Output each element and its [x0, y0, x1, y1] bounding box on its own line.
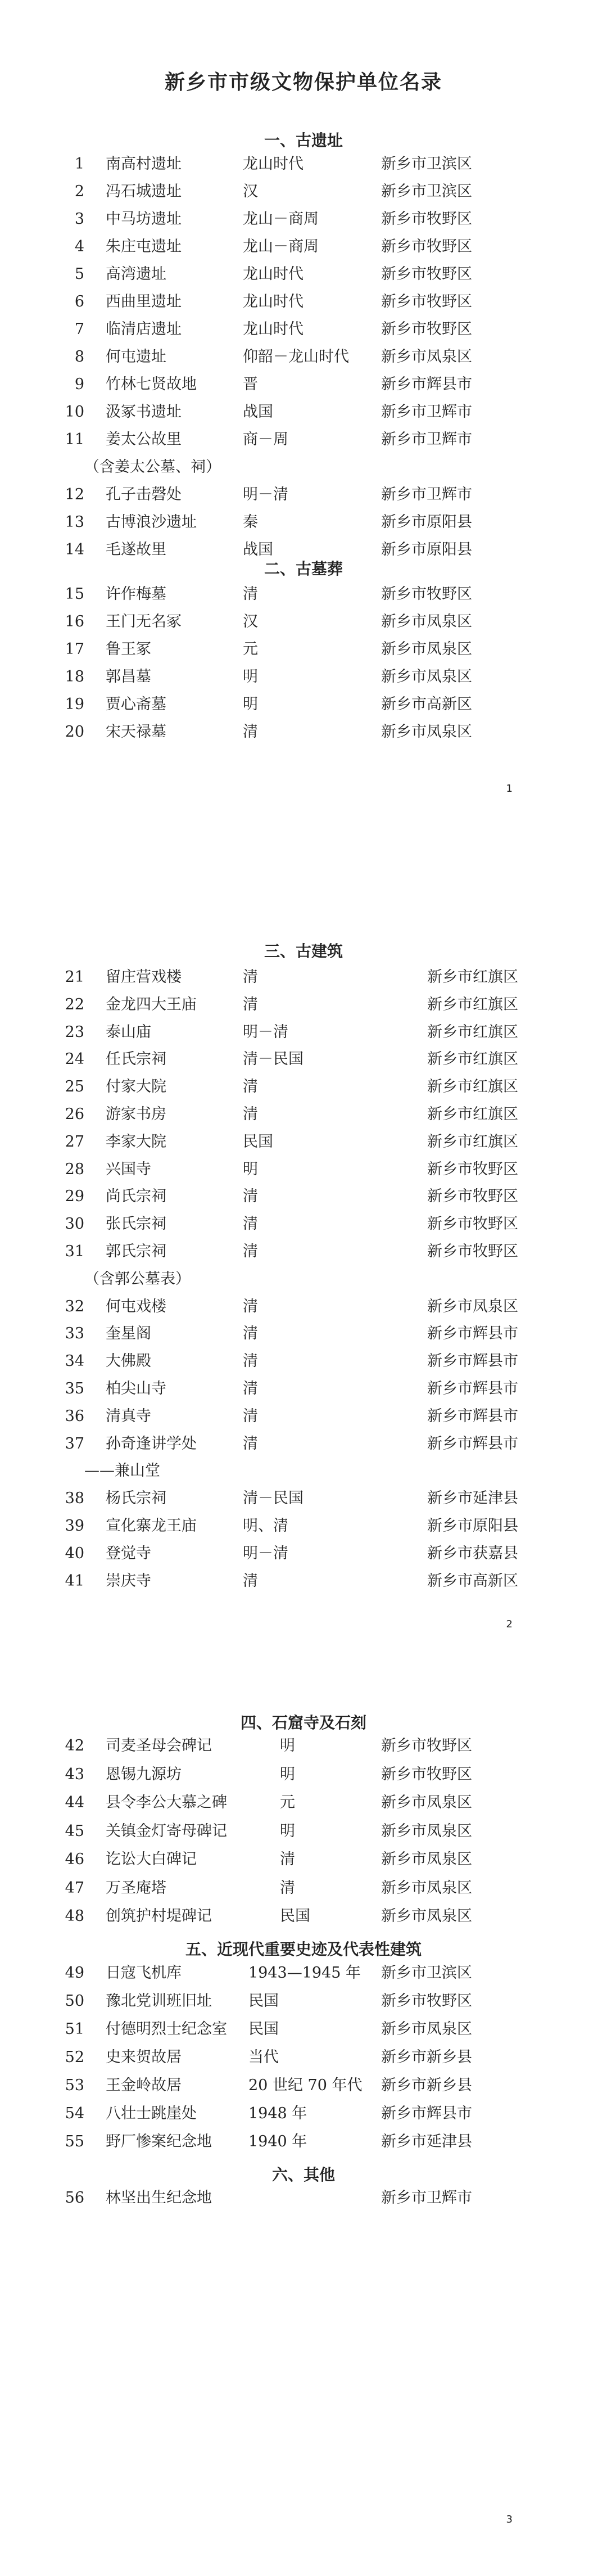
item-number: 52 — [65, 2049, 84, 2066]
site-era: 龙山－商周 — [243, 238, 319, 255]
site-name: 高湾遗址 — [106, 265, 166, 283]
item-number: 10 — [65, 403, 84, 421]
table-row — [0, 1487, 607, 1510]
site-location: 新乡市凤泉区 — [381, 1879, 472, 1897]
table-row — [0, 1076, 607, 1098]
site-name: 中马坊遗址 — [106, 210, 182, 228]
table-row — [0, 1158, 607, 1181]
site-era: 晋 — [243, 376, 258, 393]
page-number: 2 — [506, 1618, 513, 1630]
site-era: 清 — [243, 1078, 258, 1096]
site-location: 新乡市卫辉市 — [381, 431, 472, 448]
table-row — [0, 1296, 607, 1318]
item-number: 25 — [65, 1078, 84, 1096]
site-era: 龙山时代 — [243, 265, 304, 283]
site-location: 新乡市原阳县 — [381, 513, 472, 531]
table-row — [0, 2046, 607, 2069]
table-row — [0, 484, 607, 506]
site-location: 新乡市原阳县 — [427, 1517, 518, 1535]
table-row — [0, 1570, 607, 1592]
item-number: 22 — [65, 995, 84, 1013]
site-location: 新乡市牧野区 — [381, 293, 472, 310]
section-heading: 一、古遗址 — [264, 131, 343, 150]
site-location: 新乡市牧野区 — [427, 1160, 518, 1178]
table-row — [0, 583, 607, 606]
site-location: 新乡市凤泉区 — [381, 1794, 472, 1811]
site-name: 王金岭故居 — [106, 2077, 182, 2094]
table-row — [0, 1268, 607, 1291]
site-era: 清 — [243, 995, 258, 1013]
item-number: 19 — [65, 696, 84, 713]
site-location: 新乡市牧野区 — [381, 321, 472, 338]
site-name: 野厂惨案纪念地 — [106, 2133, 212, 2150]
item-number: 31 — [65, 1243, 84, 1260]
site-location: 新乡市凤泉区 — [381, 1822, 472, 1840]
site-era: 清 — [280, 1851, 295, 1868]
table-row — [0, 1460, 607, 1482]
site-name: 何屯戏楼 — [106, 1297, 166, 1315]
item-number: 50 — [65, 1992, 84, 2010]
site-location: 新乡市牧野区 — [427, 1215, 518, 1233]
site-location: 新乡市红旗区 — [427, 1133, 518, 1151]
section-heading: 二、古墓葬 — [264, 560, 343, 578]
site-name: 金龙四大王庙 — [106, 995, 197, 1013]
site-era: 清－民国 — [243, 1490, 304, 1508]
item-number: 17 — [65, 640, 84, 658]
item-number: 23 — [65, 1023, 84, 1041]
site-era: 民国 — [280, 1907, 310, 1925]
item-number: 48 — [65, 1907, 84, 1925]
site-location: 新乡市凤泉区 — [381, 348, 472, 366]
site-era: 清 — [243, 1407, 258, 1425]
site-name: 西曲里遗址 — [106, 293, 182, 310]
item-number: 40 — [65, 1544, 84, 1562]
item-number: 47 — [65, 1879, 84, 1897]
table-row — [0, 1877, 607, 1900]
site-location: 新乡市高新区 — [427, 1572, 518, 1590]
site-name: 尚氏宗祠 — [106, 1188, 166, 1206]
table-row — [0, 666, 607, 688]
item-number: 9 — [74, 376, 84, 393]
site-name: 创筑护村堤碑记 — [106, 1907, 212, 1925]
site-location: 新乡市卫滨区 — [381, 1964, 472, 1982]
table-row — [0, 1021, 607, 1044]
site-name: 竹林七贤故地 — [106, 376, 197, 393]
item-number: 45 — [65, 1822, 84, 1840]
site-name: 贾心斋墓 — [106, 696, 166, 713]
site-era: 仰韶－龙山时代 — [243, 348, 349, 366]
table-row — [0, 1405, 607, 1428]
site-location: 新乡市红旗区 — [427, 995, 518, 1013]
item-number: 26 — [65, 1106, 84, 1123]
site-name: 豫北党训班旧址 — [106, 1992, 212, 2010]
site-location: 新乡市原阳县 — [381, 541, 472, 558]
site-name: 关镇金灯寄母碑记 — [106, 1822, 227, 1840]
site-era: 清－民国 — [243, 1050, 304, 1068]
site-name: （含郭公墓表） — [84, 1270, 191, 1288]
item-number: 3 — [74, 210, 84, 228]
site-location: 新乡市延津县 — [381, 2133, 472, 2150]
site-name: 林坚出生纪念地 — [106, 2189, 212, 2207]
item-number: 46 — [65, 1851, 84, 1868]
table-row — [0, 1350, 607, 1373]
site-era: 清 — [243, 1297, 258, 1315]
site-location: 新乡市凤泉区 — [381, 1907, 472, 1925]
item-number: 37 — [65, 1434, 84, 1452]
site-era: 民国 — [248, 2020, 279, 2038]
site-location: 新乡市获嘉县 — [427, 1544, 518, 1562]
site-location: 新乡市延津县 — [427, 1490, 518, 1508]
site-location: 新乡市卫辉市 — [381, 486, 472, 503]
site-location: 新乡市卫辉市 — [381, 2189, 472, 2207]
table-row — [0, 1905, 607, 1928]
item-number: 18 — [65, 668, 84, 685]
site-location: 新乡市红旗区 — [427, 968, 518, 986]
site-name: 冯石城遗址 — [106, 183, 182, 200]
section-heading: 六、其他 — [271, 2166, 335, 2184]
site-location: 新乡市凤泉区 — [381, 1851, 472, 1868]
site-location: 新乡市凤泉区 — [381, 640, 472, 658]
item-number: 2 — [74, 183, 84, 200]
item-number: 32 — [65, 1297, 84, 1315]
page-number: 1 — [506, 783, 513, 795]
table-row — [0, 1792, 607, 1814]
table-row — [0, 1735, 607, 1757]
site-location: 新乡市辉县市 — [381, 2105, 472, 2122]
site-location: 新乡市凤泉区 — [381, 613, 472, 630]
site-era: 清 — [243, 1572, 258, 1590]
page-title: 新乡市市级文物保护单位名录 — [164, 70, 442, 94]
site-name: 任氏宗祠 — [106, 1050, 166, 1068]
site-era: 龙山时代 — [243, 155, 304, 173]
site-era: 龙山时代 — [243, 293, 304, 310]
item-number: 1 — [74, 155, 84, 173]
site-era: 清 — [243, 1106, 258, 1123]
table-row — [0, 208, 607, 231]
site-era: 明 — [280, 1765, 295, 1783]
site-era: 明－清 — [243, 1544, 288, 1562]
item-number: 14 — [65, 541, 84, 558]
site-name: 付家大院 — [106, 1078, 166, 1096]
site-name: 汲冢书遗址 — [106, 403, 182, 421]
item-number: 35 — [65, 1380, 84, 1397]
site-name: 古博浪沙遗址 — [106, 513, 197, 531]
site-era: 清 — [243, 1188, 258, 1206]
site-name: 何屯遗址 — [106, 348, 166, 366]
site-location: 新乡市凤泉区 — [381, 2020, 472, 2038]
site-name: 讫讼大白碑记 — [106, 1851, 197, 1868]
site-name: 万圣庵塔 — [106, 1879, 166, 1897]
table-row — [0, 2074, 607, 2097]
item-number: 54 — [65, 2105, 84, 2122]
table-row — [0, 153, 607, 175]
site-name: 宋天禄墓 — [106, 723, 166, 741]
site-era: 明 — [243, 668, 258, 685]
site-name: 鲁王冢 — [106, 640, 151, 658]
site-location: 新乡市卫滨区 — [381, 183, 472, 200]
table-row — [0, 291, 607, 313]
site-era: 清 — [243, 1325, 258, 1343]
item-number: 44 — [65, 1794, 84, 1811]
item-number: 28 — [65, 1160, 84, 1178]
site-era: 清 — [280, 1879, 295, 1897]
site-name: 李家大院 — [106, 1133, 166, 1151]
site-location: 新乡市牧野区 — [381, 1992, 472, 2010]
page-number: 3 — [506, 2514, 513, 2525]
table-row — [0, 511, 607, 534]
site-location: 新乡市牧野区 — [381, 265, 472, 283]
site-name: 清真寺 — [106, 1407, 151, 1425]
site-era: 1940 年 — [248, 2133, 307, 2150]
site-name: 泰山庙 — [106, 1023, 151, 1041]
site-location: 新乡市牧野区 — [381, 585, 472, 603]
site-era: 明－清 — [243, 1023, 288, 1041]
site-era: 清 — [243, 1352, 258, 1370]
item-number: 8 — [74, 348, 84, 366]
item-number: 49 — [65, 1964, 84, 1982]
table-row — [0, 1542, 607, 1565]
site-location: 新乡市辉县市 — [427, 1352, 518, 1370]
table-row — [0, 1185, 607, 1208]
section-heading: 四、石窟寺及石刻 — [240, 1713, 366, 1732]
table-row — [0, 456, 607, 479]
site-era: 清 — [243, 1380, 258, 1397]
site-location: 新乡市卫辉市 — [381, 403, 472, 421]
site-name: ——兼山堂 — [84, 1462, 160, 1480]
site-name: 姜太公故里 — [106, 431, 182, 448]
site-era: 清 — [243, 585, 258, 603]
site-name: 崇庆寺 — [106, 1572, 151, 1590]
site-era: 明－清 — [243, 486, 288, 503]
item-number: 7 — [74, 321, 84, 338]
table-row — [0, 1213, 607, 1235]
site-location: 新乡市辉县市 — [427, 1380, 518, 1397]
table-row — [0, 1763, 607, 1786]
table-row — [0, 638, 607, 661]
site-era: 20 世纪 70 年代 — [248, 2077, 363, 2094]
table-row — [0, 1848, 607, 1871]
table-row — [0, 318, 607, 341]
site-location: 新乡市辉县市 — [427, 1434, 518, 1452]
site-name: 大佛殿 — [106, 1352, 151, 1370]
site-location: 新乡市牧野区 — [381, 1737, 472, 1754]
site-era: 清 — [243, 1243, 258, 1260]
table-row — [0, 1323, 607, 1345]
site-era: 民国 — [248, 1992, 279, 2010]
site-location: 新乡市新乡县 — [381, 2077, 472, 2094]
site-location: 新乡市高新区 — [381, 696, 472, 713]
item-number: 6 — [74, 293, 84, 310]
item-number: 34 — [65, 1352, 84, 1370]
item-number: 15 — [65, 585, 84, 603]
site-name: 南高村遗址 — [106, 155, 182, 173]
site-era: 1943—1945 年 — [248, 1964, 361, 1982]
site-name: 许作梅墓 — [106, 585, 166, 603]
table-row — [0, 693, 607, 716]
item-number: 4 — [74, 238, 84, 255]
site-era: 明 — [280, 1822, 295, 1840]
section-heading: 五、近现代重要史迹及代表性建筑 — [185, 1940, 422, 1959]
site-location: 新乡市红旗区 — [427, 1023, 518, 1041]
site-era: 龙山－商周 — [243, 210, 319, 228]
site-era: 战国 — [243, 403, 273, 421]
site-name: 孙奇逢讲学处 — [106, 1434, 197, 1452]
site-name: 登觉寺 — [106, 1544, 151, 1562]
site-name: 县令李公大慕之碑 — [106, 1794, 227, 1811]
table-row — [0, 1378, 607, 1400]
item-number: 11 — [65, 431, 84, 448]
table-row — [0, 2131, 607, 2153]
site-location: 新乡市红旗区 — [427, 1106, 518, 1123]
table-row — [0, 346, 607, 368]
site-name: 张氏宗祠 — [106, 1215, 166, 1233]
item-number: 38 — [65, 1490, 84, 1508]
table-row — [0, 1131, 607, 1153]
item-number: 16 — [65, 613, 84, 630]
site-name: 朱庄屯遗址 — [106, 238, 182, 255]
item-number: 24 — [65, 1050, 84, 1068]
item-number: 20 — [65, 723, 84, 741]
site-era: 元 — [280, 1794, 295, 1811]
site-name: 付德明烈士纪念室 — [106, 2020, 227, 2038]
site-name: 兴国寺 — [106, 1160, 151, 1178]
table-row — [0, 1990, 607, 2013]
table-row — [0, 994, 607, 1016]
site-name: 游家书房 — [106, 1106, 166, 1123]
site-era: 明 — [243, 1160, 258, 1178]
site-name: 恩锡九源坊 — [106, 1765, 182, 1783]
table-row — [0, 1048, 607, 1071]
table-row — [0, 1240, 607, 1263]
site-era: 1948 年 — [248, 2105, 307, 2122]
table-row — [0, 428, 607, 451]
section-heading: 三、古建筑 — [264, 942, 343, 960]
item-number: 53 — [65, 2077, 84, 2094]
site-era: 汉 — [243, 183, 258, 200]
table-row — [0, 2103, 607, 2125]
site-name: 毛遂故里 — [106, 541, 166, 558]
site-era: 战国 — [243, 541, 273, 558]
table-row — [0, 236, 607, 258]
site-location: 新乡市辉县市 — [427, 1325, 518, 1343]
site-location: 新乡市红旗区 — [427, 1050, 518, 1068]
site-name: 柏尖山寺 — [106, 1380, 166, 1397]
table-row — [0, 2018, 607, 2041]
table-row — [0, 1962, 607, 1984]
site-era: 清 — [243, 1215, 258, 1233]
site-location: 新乡市凤泉区 — [381, 668, 472, 685]
item-number: 13 — [65, 513, 84, 531]
site-name: 临清店遗址 — [106, 321, 182, 338]
table-row — [0, 263, 607, 286]
site-name: 史来贺故居 — [106, 2049, 182, 2066]
item-number: 43 — [65, 1765, 84, 1783]
item-number: 5 — [74, 265, 84, 283]
site-location: 新乡市牧野区 — [381, 1765, 472, 1783]
item-number: 29 — [65, 1188, 84, 1206]
site-era: 清 — [243, 968, 258, 986]
item-number: 36 — [65, 1407, 84, 1425]
table-row — [0, 2187, 607, 2209]
site-location: 新乡市牧野区 — [427, 1243, 518, 1260]
site-era: 龙山时代 — [243, 321, 304, 338]
table-row — [0, 401, 607, 423]
item-number: 39 — [65, 1517, 84, 1535]
site-name: 八壮士跳崖处 — [106, 2105, 197, 2122]
site-era: 元 — [243, 640, 258, 658]
item-number: 30 — [65, 1215, 84, 1233]
table-row — [0, 181, 607, 203]
site-name: 杨氏宗祠 — [106, 1490, 166, 1508]
site-name: 王门无名冢 — [106, 613, 182, 630]
table-row — [0, 966, 607, 989]
site-era: 当代 — [248, 2049, 279, 2066]
table-row — [0, 373, 607, 396]
item-number: 41 — [65, 1572, 84, 1590]
item-number: 33 — [65, 1325, 84, 1343]
table-row — [0, 611, 607, 633]
site-name: 留庄营戏楼 — [106, 968, 182, 986]
item-number: 12 — [65, 486, 84, 503]
site-location: 新乡市辉县市 — [381, 376, 472, 393]
table-row — [0, 1103, 607, 1126]
site-name: （含姜太公墓、祠） — [84, 458, 221, 476]
site-name: 司麦圣母会碑记 — [106, 1737, 212, 1754]
item-number: 21 — [65, 968, 84, 986]
site-location: 新乡市红旗区 — [427, 1078, 518, 1096]
site-era: 明、清 — [243, 1517, 288, 1535]
table-row — [0, 1515, 607, 1537]
site-location: 新乡市新乡县 — [381, 2049, 472, 2066]
site-name: 日寇飞机库 — [106, 1964, 182, 1982]
site-era: 清 — [243, 723, 258, 741]
table-row — [0, 1820, 607, 1843]
site-era: 秦 — [243, 513, 258, 531]
item-number: 27 — [65, 1133, 84, 1151]
site-location: 新乡市牧野区 — [381, 238, 472, 255]
site-name: 宣化寨龙王庙 — [106, 1517, 197, 1535]
site-era: 汉 — [243, 613, 258, 630]
site-location: 新乡市辉县市 — [427, 1407, 518, 1425]
site-era: 明 — [243, 696, 258, 713]
item-number: 55 — [65, 2133, 84, 2150]
site-location: 新乡市牧野区 — [381, 210, 472, 228]
site-location: 新乡市凤泉区 — [427, 1297, 518, 1315]
site-location: 新乡市牧野区 — [427, 1188, 518, 1206]
site-name: 郭昌墓 — [106, 668, 151, 685]
table-row — [0, 721, 607, 743]
site-era: 商－周 — [243, 431, 288, 448]
site-name: 孔子击磬处 — [106, 486, 182, 503]
site-location: 新乡市卫滨区 — [381, 155, 472, 173]
site-era: 明 — [280, 1737, 295, 1754]
table-row — [0, 1433, 607, 1455]
site-era: 清 — [243, 1434, 258, 1452]
site-name: 奎星阁 — [106, 1325, 151, 1343]
item-number: 56 — [65, 2189, 84, 2207]
item-number: 42 — [65, 1737, 84, 1754]
site-location: 新乡市凤泉区 — [381, 723, 472, 741]
site-name: 郭氏宗祠 — [106, 1243, 166, 1260]
item-number: 51 — [65, 2020, 84, 2038]
site-era: 民国 — [243, 1133, 273, 1151]
